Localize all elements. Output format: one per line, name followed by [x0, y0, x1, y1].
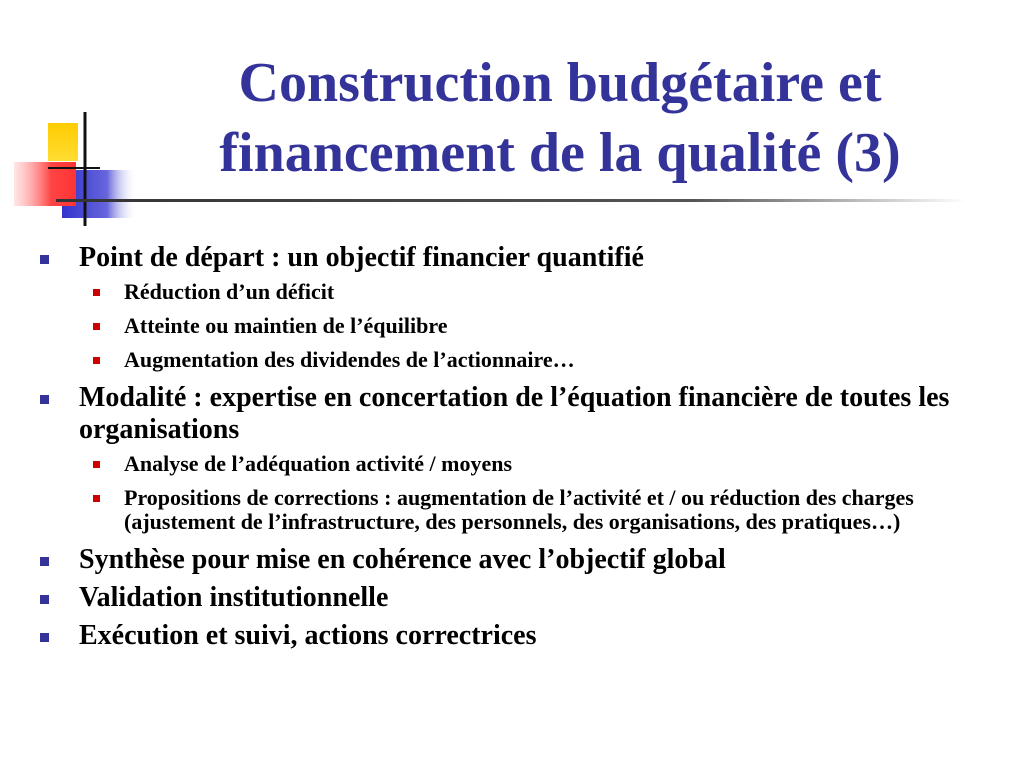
slide-title-line-1: Construction budgétaire et	[238, 52, 882, 114]
slide-title-line-2: financement de la qualité (3)	[219, 122, 901, 184]
bullet-text: Point de départ : un objectif financier quantifié	[79, 242, 644, 273]
sub-bullet-point	[40, 486, 1008, 534]
sub-bullet-text: Réduction d’un déficit	[124, 279, 335, 304]
bullet-list	[40, 242, 1008, 658]
sub-bullet-point	[40, 314, 1008, 338]
sub-bullet-text: Augmentation des dividendes de l’actionnaire…	[124, 347, 575, 372]
bullet-text: Modalité : expertise en concertation de l’équation financière de toutes les organisations	[79, 382, 950, 445]
square-bullet-icon	[93, 289, 100, 296]
bullet-point	[40, 544, 1008, 576]
bullet-text: Synthèse pour mise en cohérence avec l’objectif global	[79, 544, 726, 575]
decorative-squares-logo	[0, 0, 140, 240]
square-bullet-icon	[93, 495, 100, 502]
square-bullet-icon	[93, 357, 100, 364]
sub-bullet-point	[40, 348, 1008, 372]
sub-bullet-text: Atteinte ou maintien de l’équilibre	[124, 313, 448, 338]
square-bullet-icon	[40, 633, 49, 642]
sub-bullet-point	[40, 452, 1008, 476]
square-bullet-icon	[40, 557, 49, 566]
square-bullet-icon	[93, 461, 100, 468]
logo-yellow-square	[48, 123, 78, 161]
bullet-point	[40, 382, 1008, 446]
bullet-point	[40, 620, 1008, 652]
title-divider	[56, 199, 966, 202]
square-bullet-icon	[40, 395, 49, 404]
square-bullet-icon	[40, 255, 49, 264]
slide-title	[160, 48, 960, 188]
bullet-point	[40, 582, 1008, 614]
bullet-text: Validation institutionnelle	[79, 582, 389, 613]
sub-bullet-point	[40, 280, 1008, 304]
square-bullet-icon	[40, 595, 49, 604]
sub-bullet-text: Analyse de l’adéquation activité / moyens	[124, 451, 513, 476]
bullet-point	[40, 242, 1008, 274]
square-bullet-icon	[93, 323, 100, 330]
bullet-text: Exécution et suivi, actions correctrices	[79, 620, 537, 651]
sub-bullet-text: Propositions de corrections : augmentation de l’activité et / ou réduction des charges (ajustement de l’infrastructure, des personnels, des organisations, des pratiques…)	[124, 485, 914, 534]
